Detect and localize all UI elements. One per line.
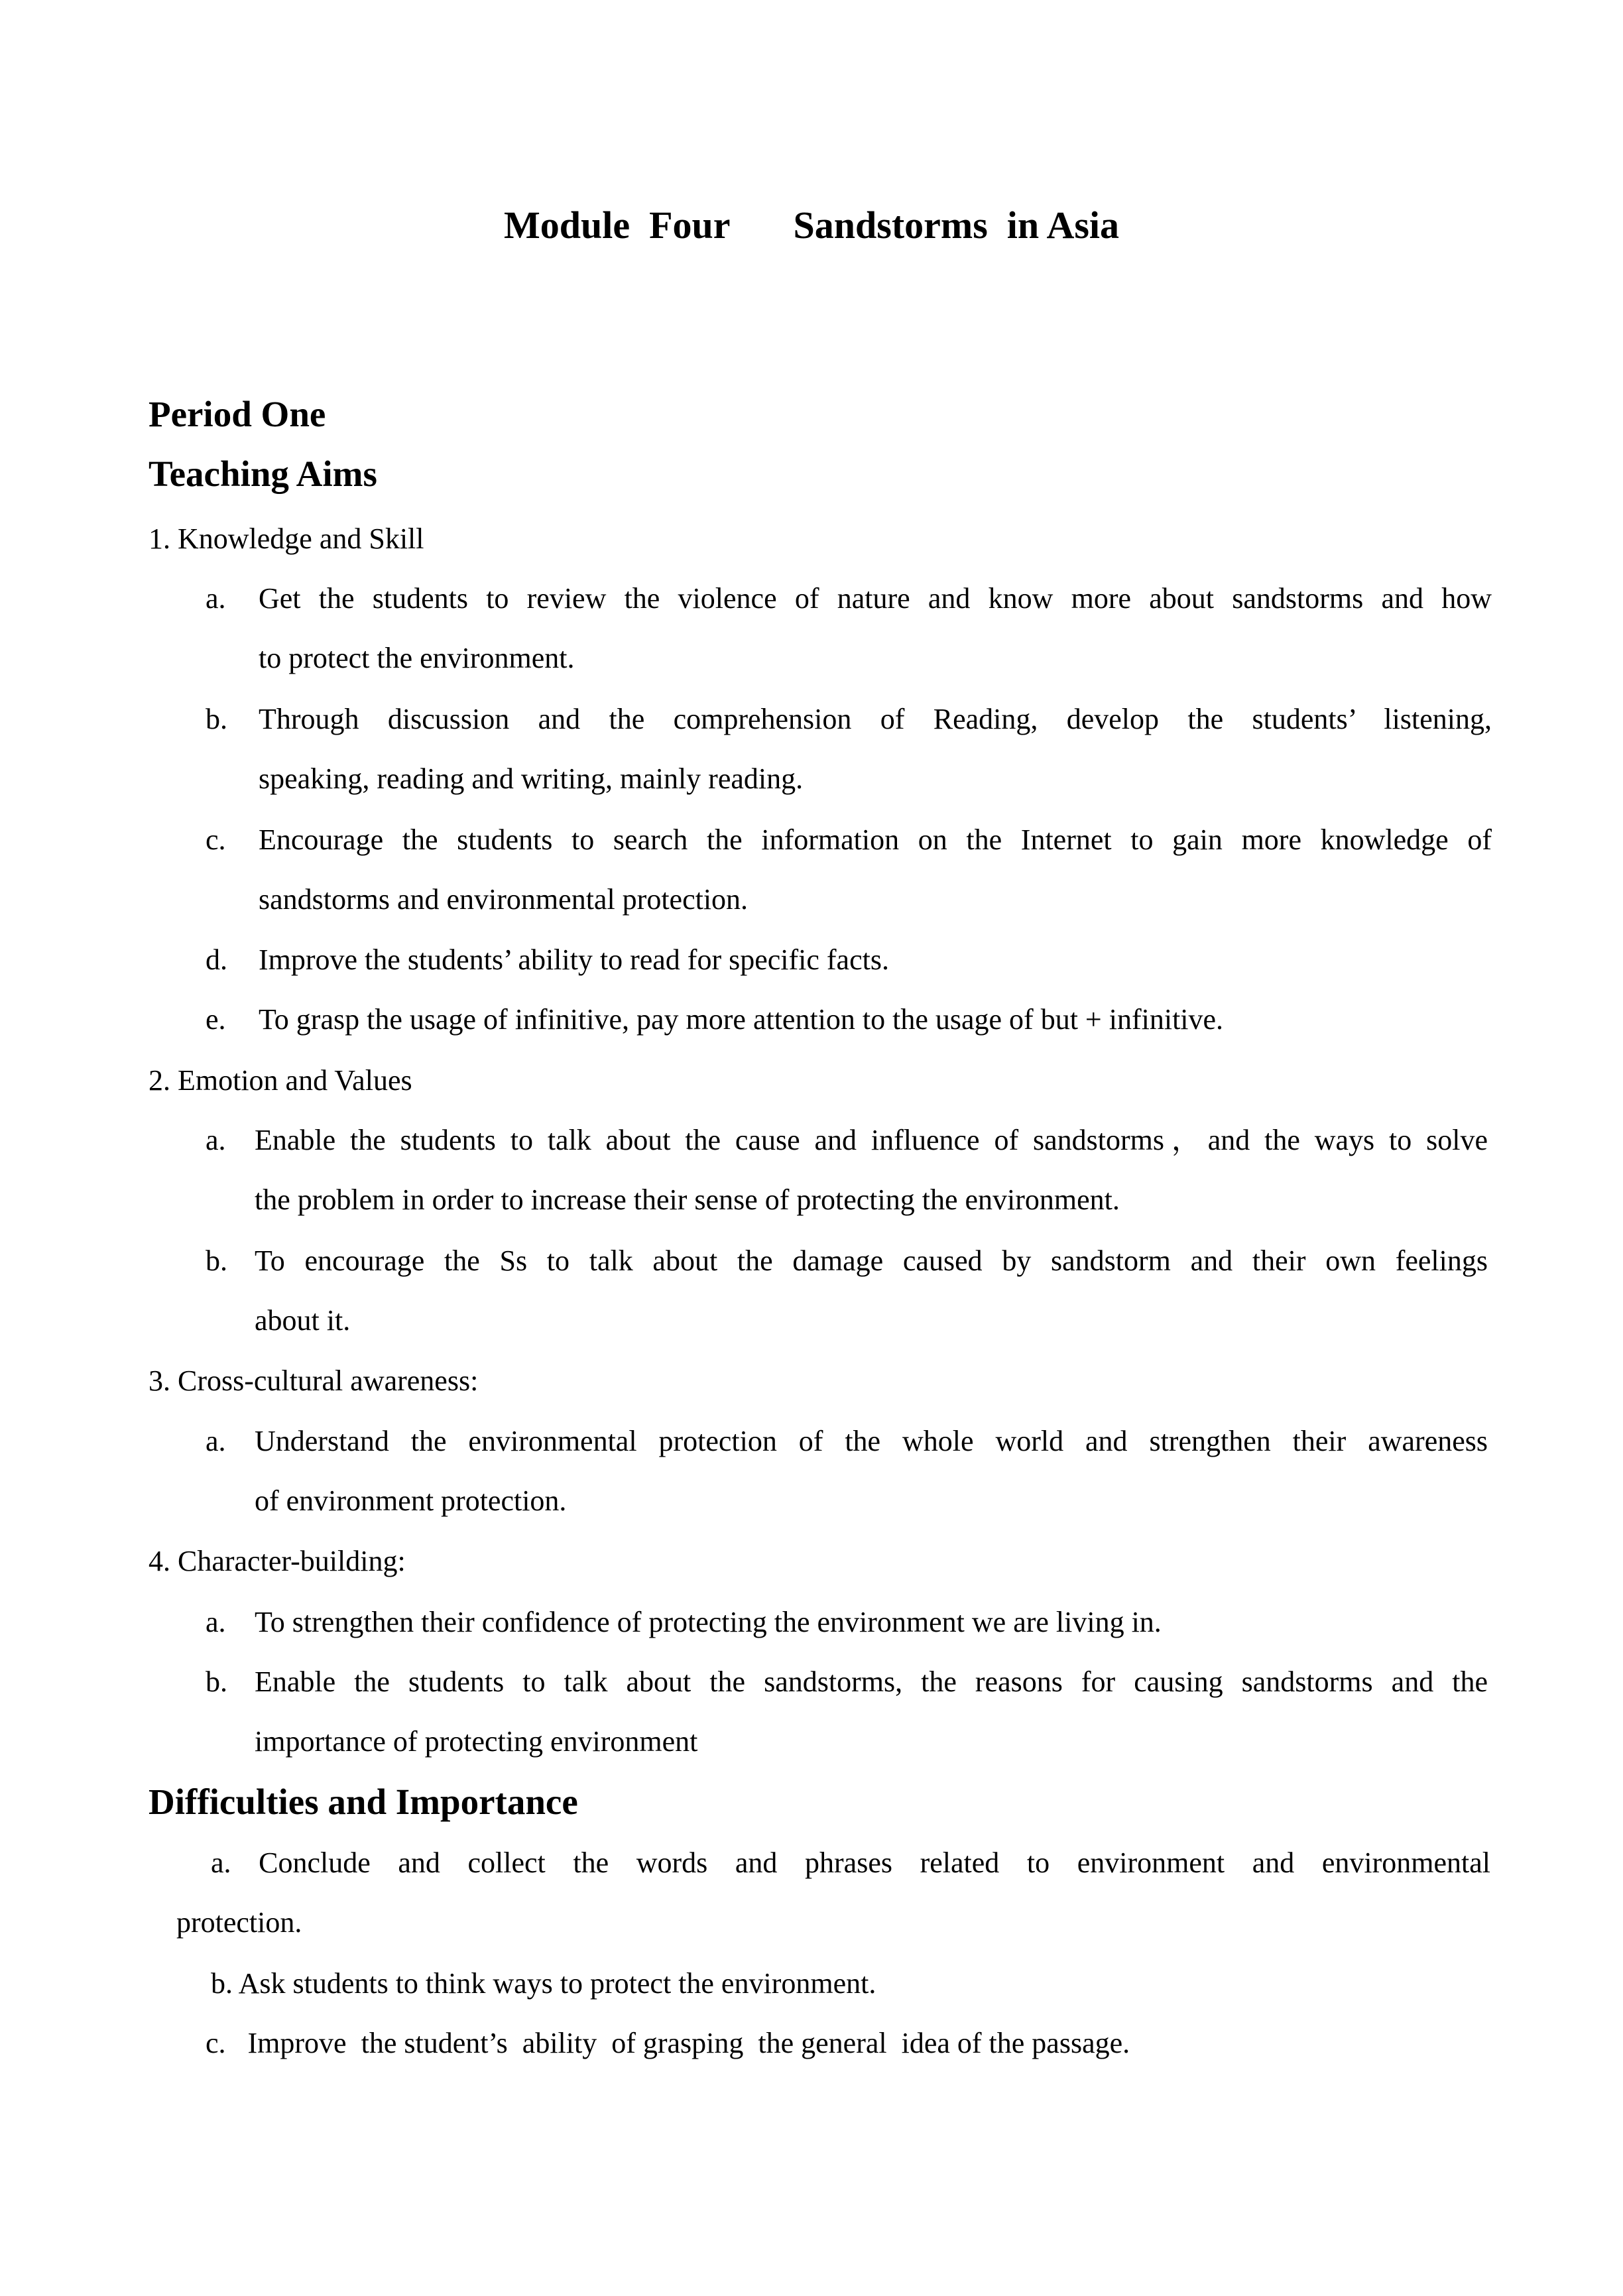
difficulty-item-a: a. Conclude and collect the words and phrases related to environment and environmental	[211, 1846, 1490, 1879]
section-character-building-heading: 4. Character-building:	[149, 1545, 406, 1577]
difficulties-heading: Difficulties and Importance	[149, 1782, 578, 1822]
period-heading: Period One	[149, 394, 326, 434]
section-cross-cultural-heading: 3. Cross-cultural awareness:	[149, 1364, 479, 1397]
title-topic: Sandstorms in Asia	[793, 204, 1120, 247]
section-emotion-values-heading: 2. Emotion and Values	[149, 1064, 412, 1097]
title-module: Module Four	[503, 204, 731, 247]
teaching-aims-heading: Teaching Aims	[149, 453, 377, 494]
difficulty-item-c: c. Improve the student’s ability of grasping the general idea of the passage.	[206, 2027, 1130, 2059]
difficulty-item-a-continuation: protection.	[176, 1906, 302, 1939]
page-title	[0, 199, 1623, 252]
difficulty-item-b: b. Ask students to think ways to protect the environment.	[211, 1967, 876, 2000]
document-page: Module Four Sandstorms in Asia Period One Teaching Aims 1. Knowledge and Skill a. Get the students to review the violence of nature and know more about sandstorms and how to protect the environment. b. Through discussion and the comprehension of Reading, develop the students’ listening, speaking, reading and writing, mainly reading. c. Encourage the students to search the information on the Internet to gain more knowledge of sandstorms and environmental protection. d. Improve the students’ ability to read for specific facts. e. To grasp the usage of infinitive, pay more attention to the usage of but + infinitive. 2. Emotion and Values a. Enable the students to talk about the cause and influence of sandstorms，and the ways to solve the problem in order to increase their sense of protecting the environment. b. To encourage the Ss to talk about the damage caused by sandstorm and their own feelings about it. 3. Cross-cultural awareness: a. Understand the environmental protection of the whole world and strengthen their awareness of environment protection. 4. Character-building: a. To strengthen their confidence of protecting the environment we are living in. b. Enable the students to talk about the sandstorms, the reasons for causing sandstorms and the importance of protecting environment Difficulties and Importance a. Conclude and collect the words and phrases related to environment and environmental protection. b. Ask students to think ways to protect the environment. c. Improve the student’s ability of grasping the general idea of the passage.	[0, 0, 1623, 2296]
section-knowledge-skill-heading: 1. Knowledge and Skill	[149, 522, 424, 555]
